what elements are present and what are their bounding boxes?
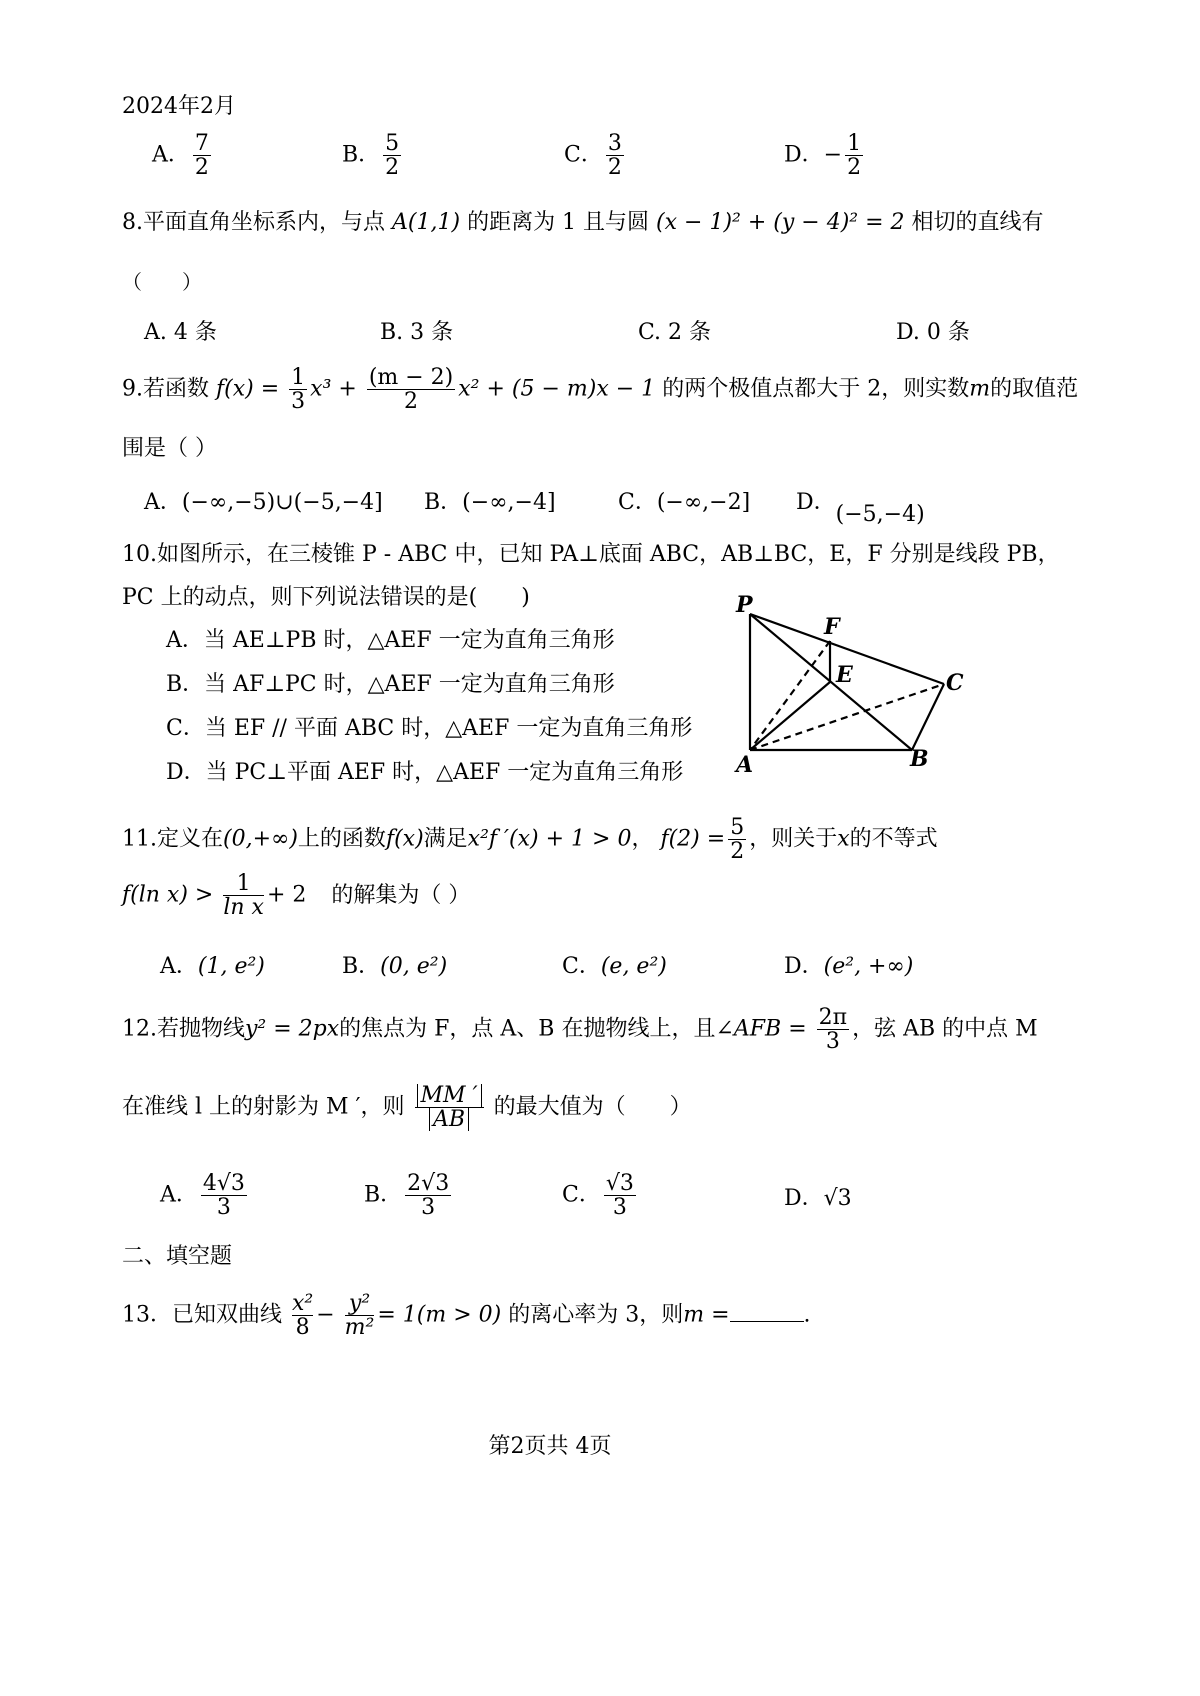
figure-label-b: B — [910, 746, 929, 772]
q10-option-d: D．当 PC⊥平面 AEF 时，△AEF 一定为直角三角形 — [166, 760, 684, 785]
figure-label-p: P — [736, 592, 753, 618]
q7-option-d: D．− $\frac{1}{2}$ — [784, 131, 862, 181]
q8-answer-paren: （ ） — [122, 270, 202, 294]
q11-option-c: C．(e, e²) — [562, 954, 667, 979]
q12-stem-line2: 在准线 l 上的射影为 M ′，则 $\frac{MM '}{AB}$ 的最大值为（ ） — [122, 1083, 692, 1133]
q10-pyramid-figure — [720, 590, 990, 780]
q8-option-d: D. 0 条 — [896, 320, 970, 345]
q7-option-b: B． $\frac{5}{2}$ — [342, 131, 400, 181]
q13-stem: 13．已知双曲线 $\frac{\text{x²}}{8}$ − $\frac{\text{y²}}{\text{m²}}$ = 1(m > 0) 的离心率为 3，则m = . — [122, 1291, 811, 1341]
q9-stem: 9.若函数 f(x) = $\frac{1}{3}$ x³ + $\frac{(m - 2)}{2}$ x² + (5 − m)x − 1 的两个极值点都大于 2，则实数m的取值范 — [122, 365, 1079, 415]
q11-option-a: A．(1, e²) — [160, 954, 265, 979]
section-fill-in-title: 二、填空题 — [122, 1244, 233, 1269]
q11-option-b: B．(0, e²) — [342, 954, 448, 979]
figure-label-e: E — [836, 662, 853, 688]
q10-option-c: C．当 EF // 平面 ABC 时，△AEF 一定为直角三角形 — [166, 716, 693, 741]
page-footer: 第2页共 4页 — [488, 1434, 612, 1459]
q12-option-a: A． $\frac{4√3}{3}$ — [160, 1171, 245, 1221]
date-header: 2024年2月 — [122, 94, 236, 119]
q10-option-a: A．当 AE⊥PB 时，△AEF 一定为直角三角形 — [166, 628, 615, 653]
q12-option-c: C． $\frac{√3}{3}$ — [562, 1171, 634, 1221]
figure-label-c: C — [946, 670, 964, 696]
q10-option-b: B．当 AF⊥PC 时，△AEF 一定为直角三角形 — [166, 672, 615, 697]
q9-option-b: B．(−∞,−4] — [424, 490, 556, 515]
q9-option-c: C．(−∞,−2] — [618, 490, 751, 515]
q11-stem: 11.定义在(0,+∞)上的函数f(x)满足x²f ′(x) + 1 > 0， f(2) = $\frac{5}{2}$ ，则关于x的不等式 — [122, 815, 938, 865]
q11-option-d: D．(e², +∞) — [784, 954, 914, 979]
q8-option-c: C. 2 条 — [638, 320, 712, 345]
q12-option-b: B． $\frac{2√3}{3}$ — [364, 1171, 450, 1221]
q8-option-b: B. 3 条 — [380, 320, 454, 345]
q8-stem: 8.平面直角坐标系内，与点 A(1,1) 的距离为 1 且与圆 (x − 1)² + (y − 4)² = 2 相切的直线有 — [122, 210, 1044, 235]
q12-option-d: D．√3 — [784, 1186, 852, 1211]
q10-stem-line1: 10.如图所示，在三棱锥 P - ABC 中，已知 PA⊥底面 ABC，AB⊥BC，E，F 分别是线段 PB， — [122, 542, 1060, 567]
q9-stem-line2: 围是（ ） — [122, 436, 217, 461]
q11-inequality: f(ln x) > $\frac{1}{\text{ln x}} + 2$ 的解集为（ ） — [122, 871, 471, 921]
q8-option-a: A. 4 条 — [144, 320, 217, 345]
q7-option-c: C． $\frac{3}{2}$ — [564, 131, 622, 181]
q10-stem-line2: PC 上的动点，则下列说法错误的是( ) — [122, 585, 530, 610]
q9-option-a: A．(−∞,−5)∪(−5,−4] — [144, 490, 383, 515]
q9-option-d: D．(−5,−4) — [796, 490, 925, 527]
q12-stem: 12.若抛物线y² = 2px的焦点为 F，点 A、B 在抛物线上，且∠AFB = $\frac{2\pi}{3}$ ，弦 AB 的中点 M — [122, 1005, 1038, 1055]
q13-answer-blank[interactable] — [730, 1321, 804, 1322]
figure-label-f: F — [824, 614, 840, 640]
q7-option-a: A． $\frac{7}{2}$ — [152, 131, 209, 181]
figure-label-a: A — [736, 752, 754, 778]
